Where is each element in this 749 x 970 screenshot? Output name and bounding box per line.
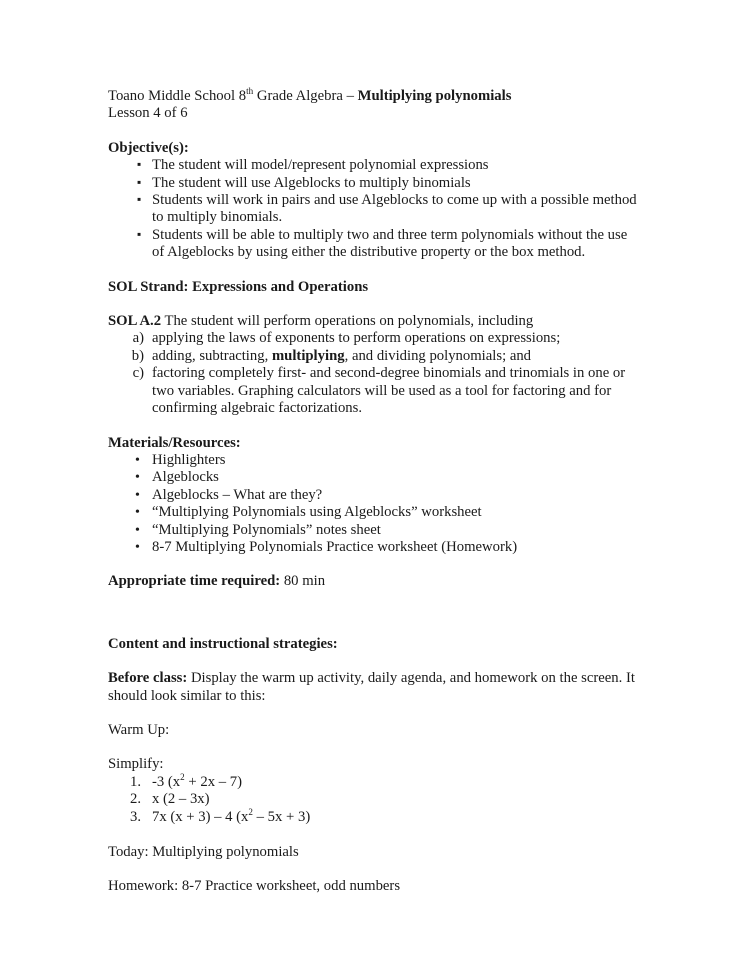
sol-strand-line (108, 279, 642, 296)
sol-a2-line (108, 313, 642, 330)
spacer (108, 591, 642, 636)
problem-text-a: x (2 – 3x) (152, 791, 210, 808)
spacer (108, 262, 642, 279)
problem-exponent: 2 (248, 807, 253, 818)
time-required-label: Appropriate time required: (108, 573, 281, 590)
warm-up-label: Warm Up: (108, 721, 170, 738)
before-class-label: Before class: (108, 670, 188, 687)
content-strategies-heading-text: Content and instructional strategies: (108, 635, 338, 652)
header-ordinal-suffix: th (246, 86, 254, 97)
spacer (108, 827, 642, 844)
list-item (108, 348, 642, 365)
list-item (108, 809, 642, 827)
list-item: ▪ Students will be able to multiply two and three term polynomials without the use of Algeblocks by using either the distributive property or the box method. (108, 227, 642, 262)
time-required-line (108, 573, 642, 590)
list-item-text: applying the laws of exponents to perform operations on expressions; (152, 330, 561, 347)
list-item: • 8-7 Multiplying Polynomials Practice worksheet (Homework) (108, 539, 642, 556)
list-item: • Algeblocks (108, 469, 642, 486)
sol-a2-list (108, 330, 642, 417)
homework-line: Homework: 8-7 Practice worksheet, odd numbers (108, 877, 401, 894)
spacer (108, 861, 642, 878)
materials-heading (108, 435, 642, 452)
problem-text-b: – 5x + 3) (252, 808, 311, 825)
materials-heading-text: Materials/Resources: (108, 434, 241, 451)
header-school-mid: Grade Algebra – (253, 88, 358, 104)
problem-text-b: + 2x – 7) (184, 773, 242, 790)
materials-list (108, 452, 642, 556)
content-strategies-heading (108, 636, 642, 653)
spacer (108, 296, 642, 313)
sol-a2-label: SOL A.2 (108, 313, 162, 330)
today-line: Today: Multiplying polynomials (108, 843, 299, 860)
before-class-text: Display the warm up activity, daily agenda, and homework on the screen. It should look similar to this: (108, 670, 635, 704)
objectives-list (108, 157, 642, 261)
list-item: • Algeblocks – What are they? (108, 487, 642, 504)
header-school-prefix: Toano Middle School 8 (108, 88, 247, 104)
spacer (108, 556, 642, 573)
sol-strand-label: SOL Strand: (108, 278, 189, 295)
list-item: • Highlighters (108, 452, 642, 469)
list-item (108, 771, 642, 792)
problem-exponent: 2 (180, 771, 185, 782)
list-item: ▪ The student will use Algeblocks to multiply binomials (108, 175, 642, 192)
list-item-text-bold: multiplying (271, 347, 345, 364)
problem-text-a: -3 (x (152, 773, 181, 790)
list-item: ▪ The student will model/represent polynomial expressions (108, 157, 642, 174)
list-item-text-pre: adding, subtracting, (152, 347, 272, 364)
objectives-heading (108, 140, 642, 157)
list-item: • “Multiplying Polynomials using Algeblocks” worksheet (108, 504, 642, 521)
sol-a2-intro: The student will perform operations on polynomials, including (161, 313, 534, 330)
header-lesson-topic: Multiplying polynomials (357, 88, 512, 104)
simplify-label: Simplify: (108, 756, 164, 773)
list-item: ▪ Students will work in pairs and use Algeblocks to come up with a possible method to multiply binomials. (108, 192, 642, 227)
spacer (108, 739, 642, 756)
list-item (108, 791, 642, 809)
list-item-text: factoring completely first- and second-degree binomials and trinomials in one or two variables. Graphing calculators will be used as a tool for factoring and for confirming algebraic factorizations. (152, 365, 626, 417)
document-body (108, 88, 642, 895)
list-item: • “Multiplying Polynomials” notes sheet (108, 522, 642, 539)
spacer (108, 705, 642, 722)
spacer (108, 123, 642, 140)
header-lesson-number: Lesson 4 of 6 (108, 105, 188, 122)
problem-text-a: 7x (x + 3) – 4 (x (152, 808, 249, 825)
spacer (108, 653, 642, 670)
list-item (108, 330, 642, 347)
list-item-text-post: , and dividing polynomials; and (344, 347, 532, 364)
objectives-heading-text: Objective(s): (108, 139, 189, 156)
warm-up-problem-list (108, 771, 642, 827)
list-item (108, 365, 642, 417)
header-school-line (108, 88, 642, 105)
before-class-paragraph (108, 670, 642, 705)
time-required-value: 80 min (280, 573, 326, 590)
sol-strand-value: Expressions and Operations (188, 278, 369, 295)
spacer (108, 418, 642, 435)
